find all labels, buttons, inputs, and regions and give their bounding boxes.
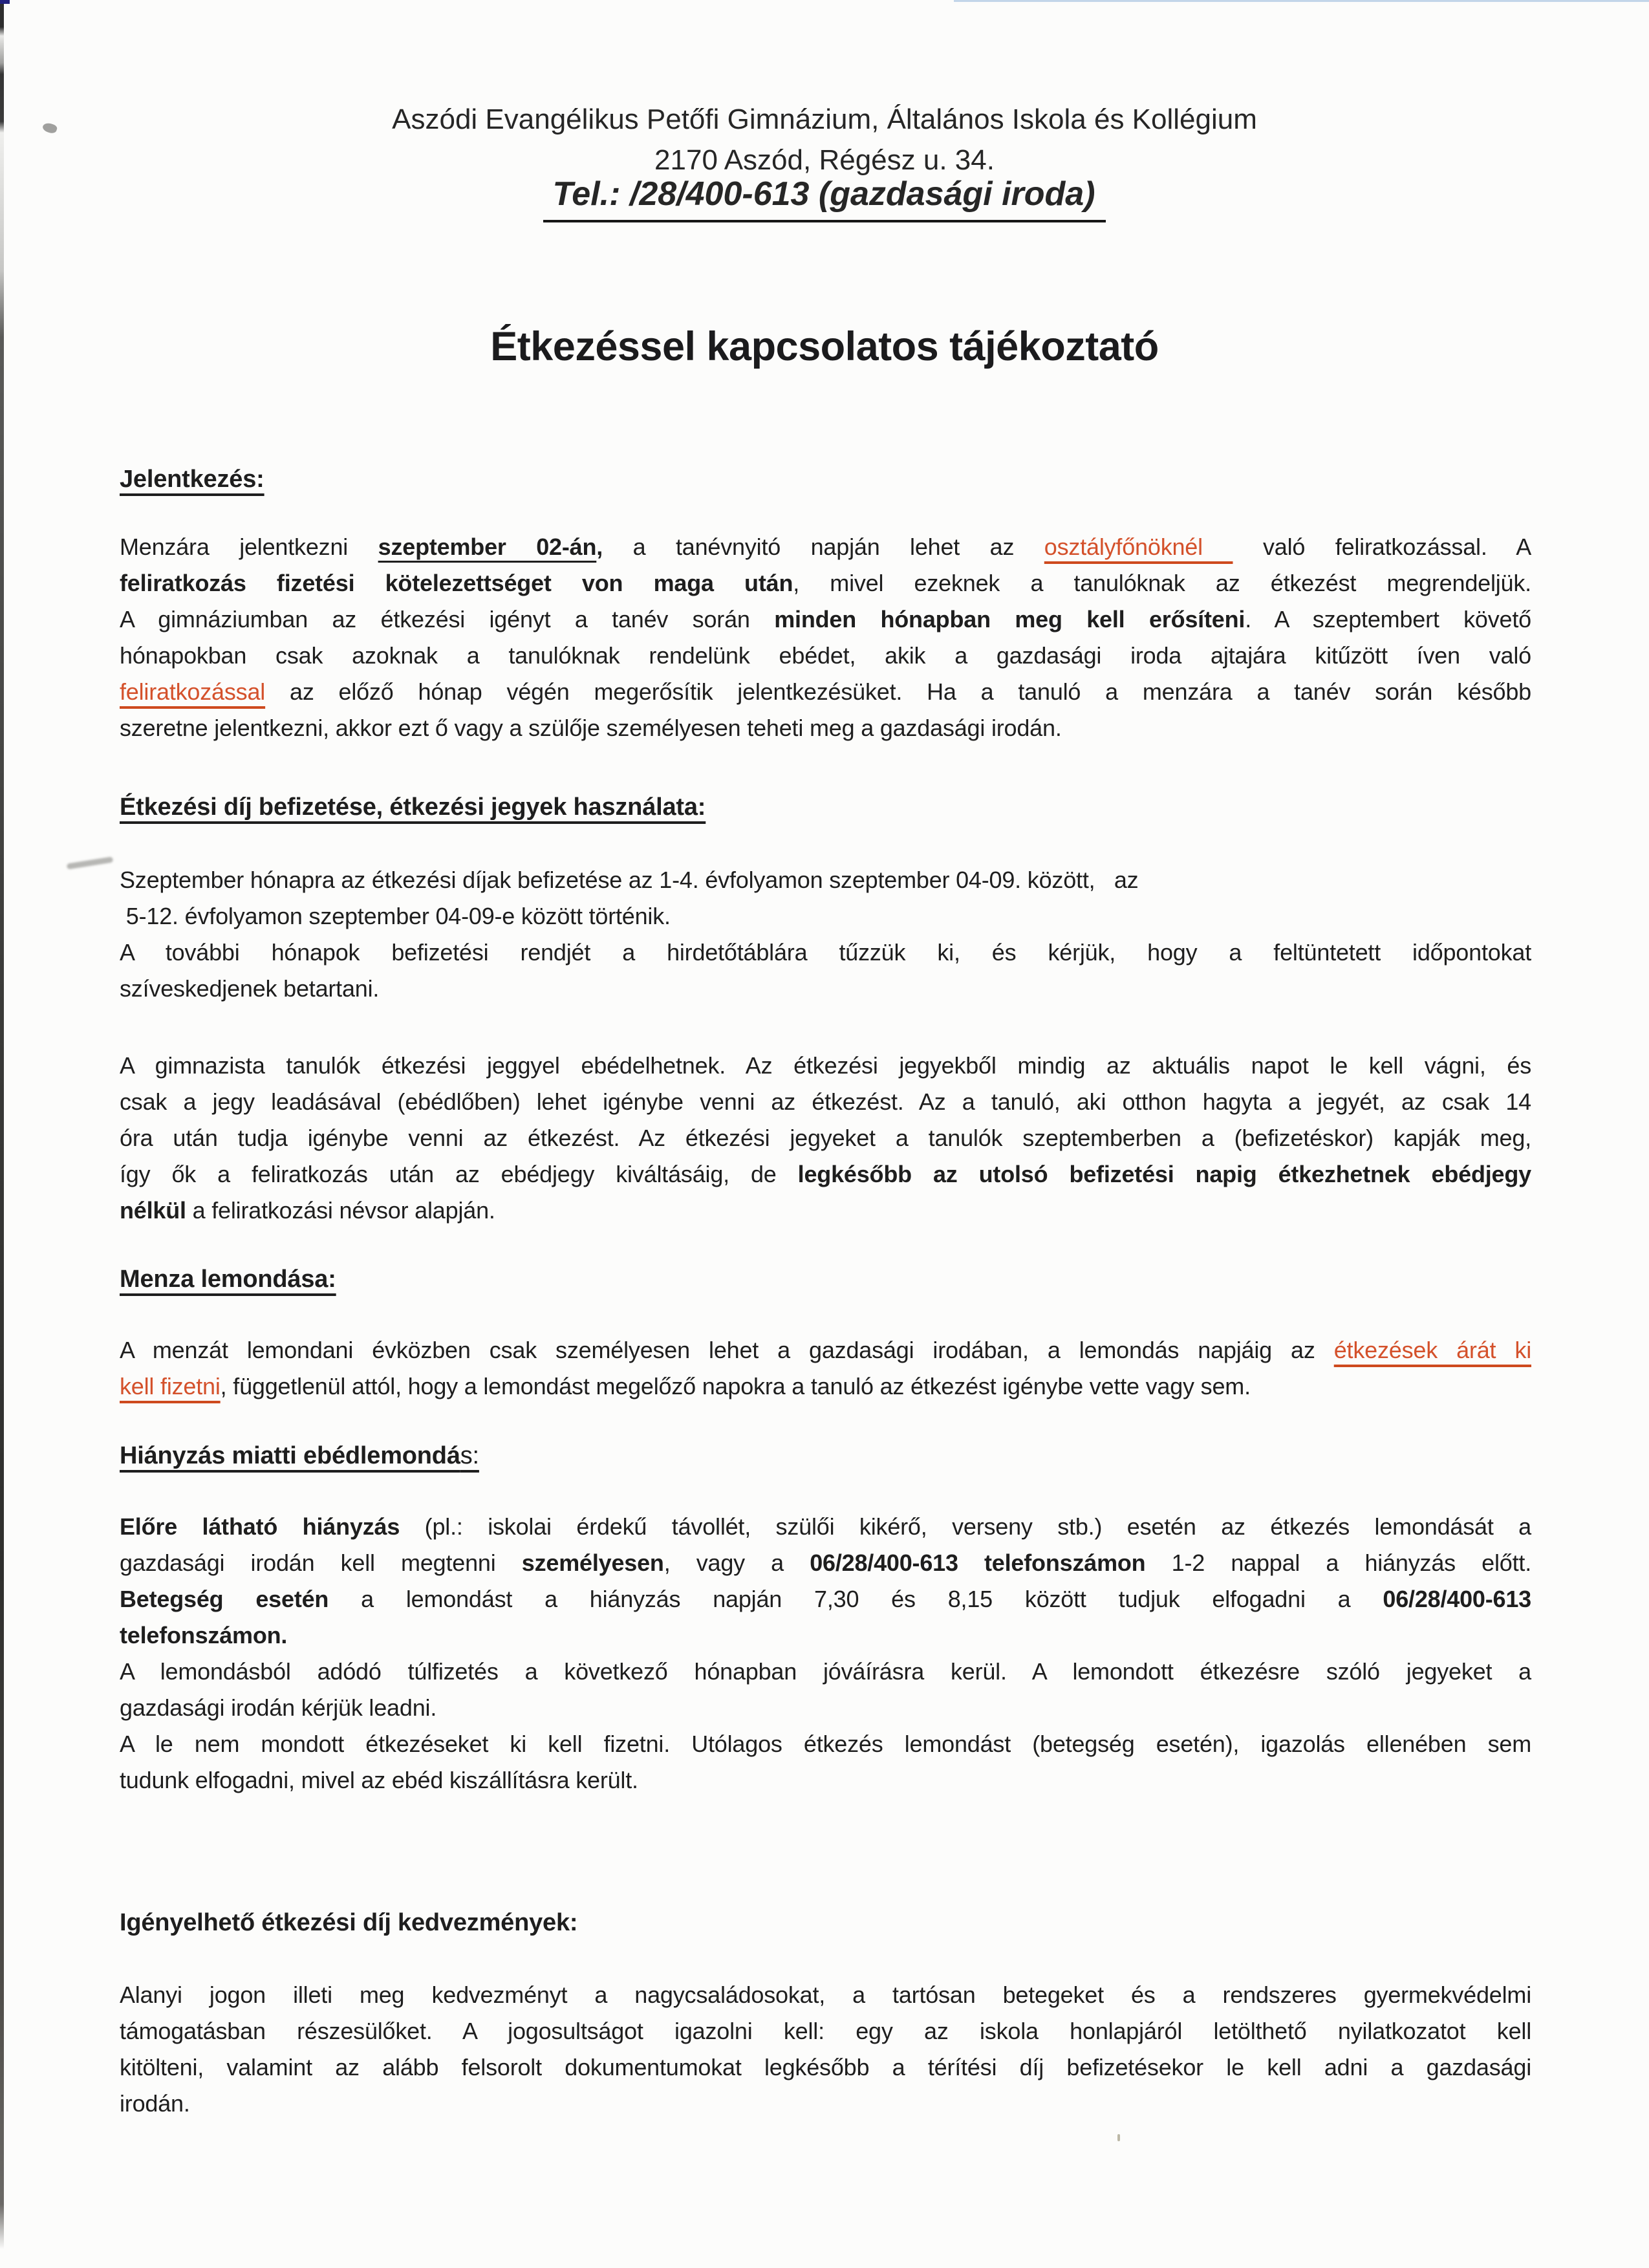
scan-pencil-smudge (67, 856, 114, 869)
paragraph-line: óra után tudja igénybe venni az étkezést. Az étkezési jegyeket a tanulók szeptemberben a (befizetéskor) kapják meg, (120, 1125, 1531, 1151)
scan-top-edge-artifact (954, 0, 1649, 2)
paragraph-line: Alanyi jogon illeti meg kedvezményt a nagycsaládosokat, a tartósan betegeket és a rendszeres gyermekvédelmi (120, 1982, 1531, 2008)
paragraph-line: A lemondásból adódó túlfizetés a következő hónapban jóváírásra kerül. A lemondott étkezésre szóló jegyeket a (120, 1658, 1531, 1685)
paragraph-line: feliratkozással az előző hónap végén megerősítik jelentkezésüket. Ha a tanuló a menzára a tanév során később (120, 678, 1531, 705)
letterhead-school-name: Aszódi Evangélikus Petőfi Gimnázium, Általános Iskola és Kollégium (392, 103, 1257, 135)
paragraph-line: szíveskedjenek betartani. (120, 975, 380, 1002)
letterhead-address: 2170 Aszód, Régész u. 34. (654, 144, 995, 176)
paragraph-line: A gimnáziumban az étkezési igényt a tanév során minden hónapban meg kell erősíteni. A szeptembert követő (120, 606, 1531, 632)
paragraph-line: így ők a feliratkozás után az ebédjegy kiváltásáig, de legkésőbb az utolsó befizetési napig étkezhetnek ebédjegy (120, 1161, 1531, 1187)
paragraph-line: szeretne jelentkezni, akkor ezt ő vagy a szülője személyesen teheti meg a gazdasági irodán. (120, 715, 1062, 741)
paragraph-line: csak a jegy leadásával (ebédlőben) lehet igénybe venni az étkezést. Az a tanuló, aki otthon hagyta a jegyét, az csak 14 (120, 1088, 1531, 1115)
paragraph-line: nélkül a feliratkozási névsor alapján. (120, 1197, 495, 1224)
section-heading-jelentkezes: Jelentkezés: (120, 466, 264, 493)
scan-top-corner-artifact (0, 0, 10, 4)
section-heading-kedvezmenyek: Igényelhető étkezési díj kedvezmények: (120, 1909, 578, 1936)
telephone-underlined-text: Tel.: /28/400-613 (gazdasági iroda) (543, 175, 1105, 222)
paragraph-line: tudunk elfogadni, mivel az ebéd kiszállításra került. (120, 1767, 638, 1793)
paragraph-line: A további hónapok befizetési rendjét a hirdetőtáblára tűzzük ki, és kérjük, hogy a feltüntetett időpontokat (120, 939, 1531, 966)
paragraph-line: A le nem mondott étkezéseket ki kell fizetni. Utólagos étkezés lemondást (betegség esetén), igazolás ellenében sem (120, 1731, 1531, 1757)
paragraph-line: A gimnazista tanulók étkezési jeggyel ebédelhetnek. Az étkezési jegyekből mindig az aktuális napot le kell vágni, és (120, 1052, 1531, 1079)
paragraph-line: Szeptember hónapra az étkezési díjak befizetése az 1-4. évfolyamon szeptember 04-09. között, az (120, 867, 1139, 893)
paragraph-line: telefonszámon. (120, 1622, 288, 1648)
paragraph-line: feliratkozás fizetési kötelezettséget von maga után, mivel ezeknek a tanulóknak az étkezést megrendeljük. (120, 570, 1531, 596)
paragraph-line: gazdasági irodán kell megtenni személyesen, vagy a 06/28/400-613 telefonszámon 1-2 nappal a hiányzás előtt. (120, 1550, 1531, 1576)
paragraph-line: A menzát lemondani évközben csak személyesen lehet a gazdasági irodában, a lemondás napjáig az étkezések árát ki (120, 1337, 1531, 1363)
paragraph-line: kell fizetni, függetlenül attól, hogy a lemondást megelőző napokra a tanuló az étkezést igénybe vette vagy sem. (120, 1373, 1251, 1399)
paragraph-line: Betegség esetén a lemondást a hiányzás napján 7,30 és 8,15 között tudjuk elfogadni a 06/28/400-613 (120, 1586, 1531, 1612)
paragraph-line: Menzára jelentkezni szeptember 02-án, a tanévnyitó napján lehet az osztályfőnöknél való feliratkozással. A (120, 534, 1532, 560)
paragraph-line: hónapokban csak azoknak a tanulóknak rendelünk ebédet, akik a gazdasági iroda ajtajára kitűzött íven való (120, 642, 1531, 669)
paragraph-line: 5-12. évfolyamon szeptember 04-09-e között történik. (120, 903, 671, 929)
section-heading-menza-lemondasa: Menza lemondása: (120, 1266, 336, 1293)
letterhead-telephone (0, 175, 1649, 222)
page-title: Étkezéssel kapcsolatos tájékoztató (490, 324, 1159, 369)
paragraph-line: támogatásban részesülőket. A jogosultságot igazolni kell: egy az iskola honlapjáról letölthető nyilatkozatot kell (120, 2018, 1531, 2044)
scan-speck (1117, 2134, 1120, 2141)
section-heading-befizetes: Étkezési díj befizetése, étkezési jegyek használata: (120, 794, 706, 821)
paragraph-line: Előre látható hiányzás (pl.: iskolai érdekű távollét, szülői kikérő, verseny stb.) esetén az étkezés lemondását a (120, 1513, 1531, 1540)
paragraph-line: irodán. (120, 2090, 190, 2117)
paragraph-line: gazdasági irodán kérjük leadni. (120, 1694, 437, 1721)
paragraph-line: kitölteni, valamint az alább felsorolt dokumentumokat legkésőbb a térítési díj befizetésekor le kell adni a gazdasági (120, 2054, 1531, 2080)
section-heading-hianyzas: Hiányzás miatti ebédlemondás: (120, 1442, 479, 1469)
